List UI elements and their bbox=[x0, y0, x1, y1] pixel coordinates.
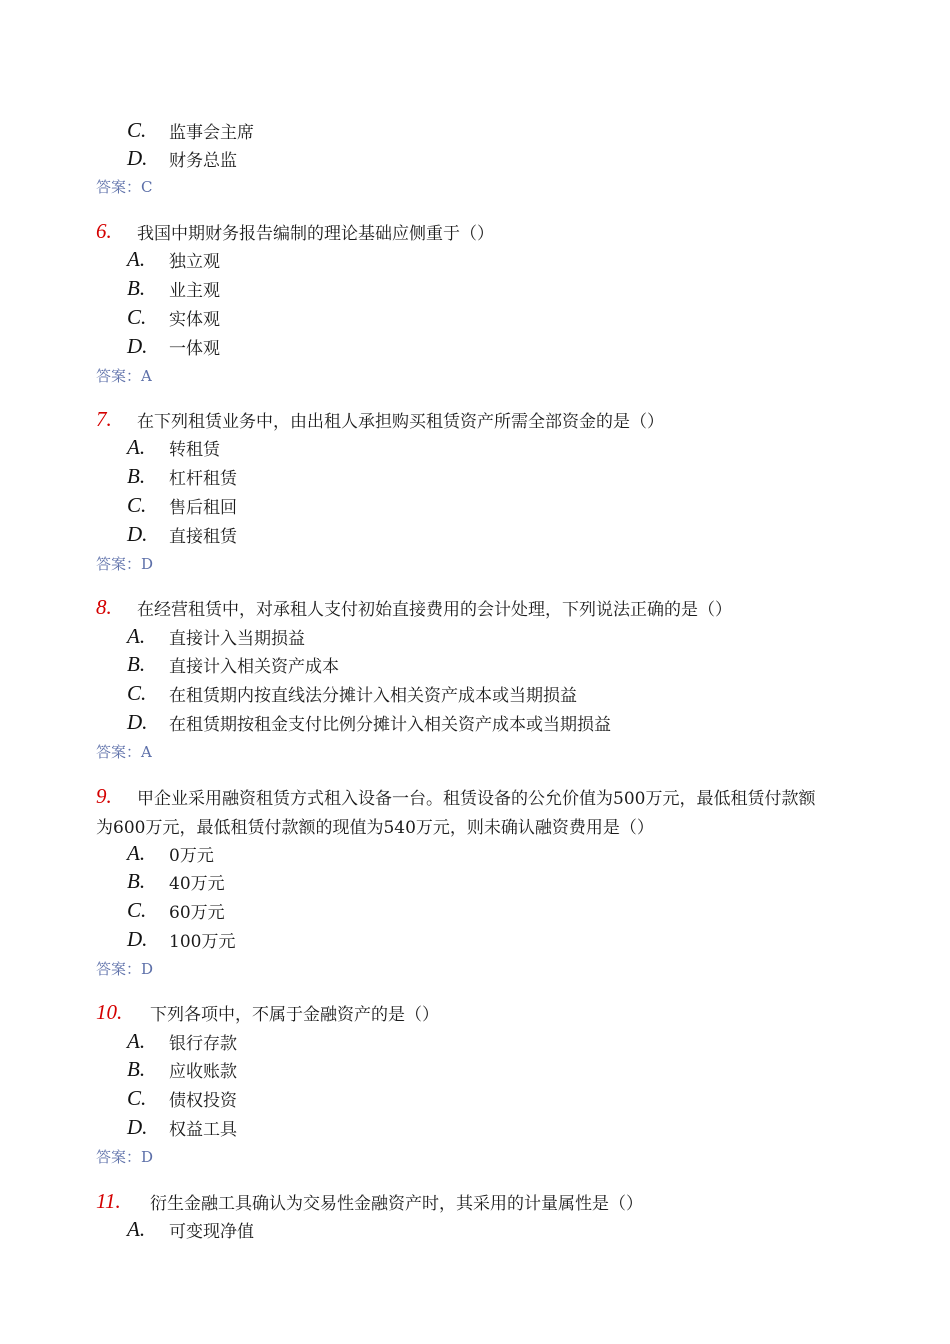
option-a bbox=[127, 622, 305, 650]
option-letter: B. bbox=[127, 651, 146, 676]
option-d bbox=[127, 144, 237, 172]
option-letter: C. bbox=[127, 492, 147, 517]
option-c bbox=[127, 491, 237, 519]
option-letter: B. bbox=[127, 868, 146, 893]
option-b bbox=[127, 650, 339, 678]
option-text: 可变现净值 bbox=[169, 1221, 254, 1242]
option-letter: C. bbox=[127, 117, 147, 142]
question-text: 我国中期财务报告编制的理论基础应侧重于（） bbox=[137, 223, 494, 244]
option-letter: A. bbox=[127, 434, 146, 459]
answer-line: 答案：A bbox=[96, 743, 152, 761]
answer-line: 答案：A bbox=[96, 367, 152, 385]
option-c bbox=[127, 679, 577, 707]
option-text: 实体观 bbox=[169, 309, 220, 330]
option-text: 转租赁 bbox=[169, 439, 220, 460]
option-text: 财务总监 bbox=[169, 150, 237, 171]
option-text: 售后租回 bbox=[169, 497, 237, 518]
question-11 bbox=[96, 1187, 643, 1215]
question-text: 在经营租赁中，对承租人支付初始直接费用的会计处理，下列说法正确的是（） bbox=[137, 599, 732, 620]
option-a bbox=[127, 839, 214, 867]
option-text: 独立观 bbox=[169, 251, 220, 272]
option-text: 60万元 bbox=[169, 902, 225, 923]
answer-line: 答案：D bbox=[96, 1148, 154, 1166]
option-letter: D. bbox=[127, 333, 148, 358]
option-a bbox=[127, 1027, 237, 1055]
option-letter: C. bbox=[127, 897, 147, 922]
option-a bbox=[127, 1215, 254, 1243]
option-text: 40万元 bbox=[169, 873, 225, 894]
question-text: 下列各项中，不属于金融资产的是（） bbox=[150, 1004, 439, 1025]
option-text: 权益工具 bbox=[169, 1119, 237, 1140]
answer-line: 答案：D bbox=[96, 960, 154, 978]
option-letter: D. bbox=[127, 1114, 148, 1139]
option-text: 应收账款 bbox=[169, 1061, 237, 1082]
option-letter: C. bbox=[127, 680, 147, 705]
option-letter: A. bbox=[127, 623, 146, 648]
option-letter: A. bbox=[127, 840, 146, 865]
question-number: 10. bbox=[96, 999, 123, 1024]
option-letter: A. bbox=[127, 246, 146, 271]
question-10 bbox=[96, 998, 439, 1026]
question-text-continued: 为600万元，最低租赁付款额的现值为540万元，则未确认融资费用是（） bbox=[96, 818, 654, 838]
option-letter: B. bbox=[127, 463, 146, 488]
option-text: 直接计入当期损益 bbox=[169, 628, 305, 649]
question-8 bbox=[96, 593, 732, 621]
question-6 bbox=[96, 217, 494, 245]
option-text: 银行存款 bbox=[169, 1033, 237, 1054]
option-letter: D. bbox=[127, 145, 148, 170]
question-number: 6. bbox=[96, 218, 112, 243]
option-text: 债权投资 bbox=[169, 1090, 237, 1111]
option-c bbox=[127, 896, 225, 924]
question-9 bbox=[96, 782, 815, 810]
option-letter: D. bbox=[127, 521, 148, 546]
question-7 bbox=[96, 405, 664, 433]
question-text: 在下列租赁业务中，由出租人承担购买租赁资产所需全部资金的是（） bbox=[137, 411, 664, 432]
option-c bbox=[127, 116, 254, 144]
option-letter: B. bbox=[127, 1056, 146, 1081]
option-b bbox=[127, 462, 237, 490]
option-letter: B. bbox=[127, 275, 146, 300]
option-letter: A. bbox=[127, 1216, 146, 1241]
option-text: 在租赁期按租金支付比例分摊计入相关资产成本或当期损益 bbox=[169, 714, 611, 735]
option-letter: C. bbox=[127, 304, 147, 329]
option-a bbox=[127, 433, 220, 461]
option-b bbox=[127, 274, 220, 302]
option-d bbox=[127, 1113, 237, 1141]
option-c bbox=[127, 303, 220, 331]
question-number: 9. bbox=[96, 783, 112, 808]
option-b bbox=[127, 1055, 237, 1083]
question-text: 衍生金融工具确认为交易性金融资产时，其采用的计量属性是（） bbox=[150, 1193, 643, 1214]
option-text: 杠杆租赁 bbox=[169, 468, 237, 489]
option-a bbox=[127, 245, 220, 273]
answer-line: 答案：C bbox=[96, 178, 153, 196]
option-d bbox=[127, 520, 237, 548]
option-d bbox=[127, 925, 235, 953]
question-text: 甲企业采用融资租赁方式租入设备一台。租赁设备的公允价值为500万元，最低租赁付款额 bbox=[137, 788, 816, 809]
option-letter: C. bbox=[127, 1085, 147, 1110]
option-text: 直接租赁 bbox=[169, 526, 237, 547]
question-number: 8. bbox=[96, 594, 112, 619]
option-text: 监事会主席 bbox=[169, 122, 254, 143]
option-text: 0万元 bbox=[169, 845, 214, 866]
option-text: 直接计入相关资产成本 bbox=[169, 656, 339, 677]
question-number: 7. bbox=[96, 406, 112, 431]
option-text: 一体观 bbox=[169, 338, 220, 359]
option-d bbox=[127, 708, 611, 736]
option-text: 在租赁期内按直线法分摊计入相关资产成本或当期损益 bbox=[169, 685, 577, 706]
option-b bbox=[127, 867, 225, 895]
option-d bbox=[127, 332, 220, 360]
option-letter: D. bbox=[127, 709, 148, 734]
option-text: 业主观 bbox=[169, 280, 220, 301]
option-c bbox=[127, 1084, 237, 1112]
question-number: 11. bbox=[96, 1188, 121, 1213]
option-text: 100万元 bbox=[169, 931, 236, 952]
option-letter: D. bbox=[127, 926, 148, 951]
answer-line: 答案：D bbox=[96, 555, 154, 573]
option-letter: A. bbox=[127, 1028, 146, 1053]
